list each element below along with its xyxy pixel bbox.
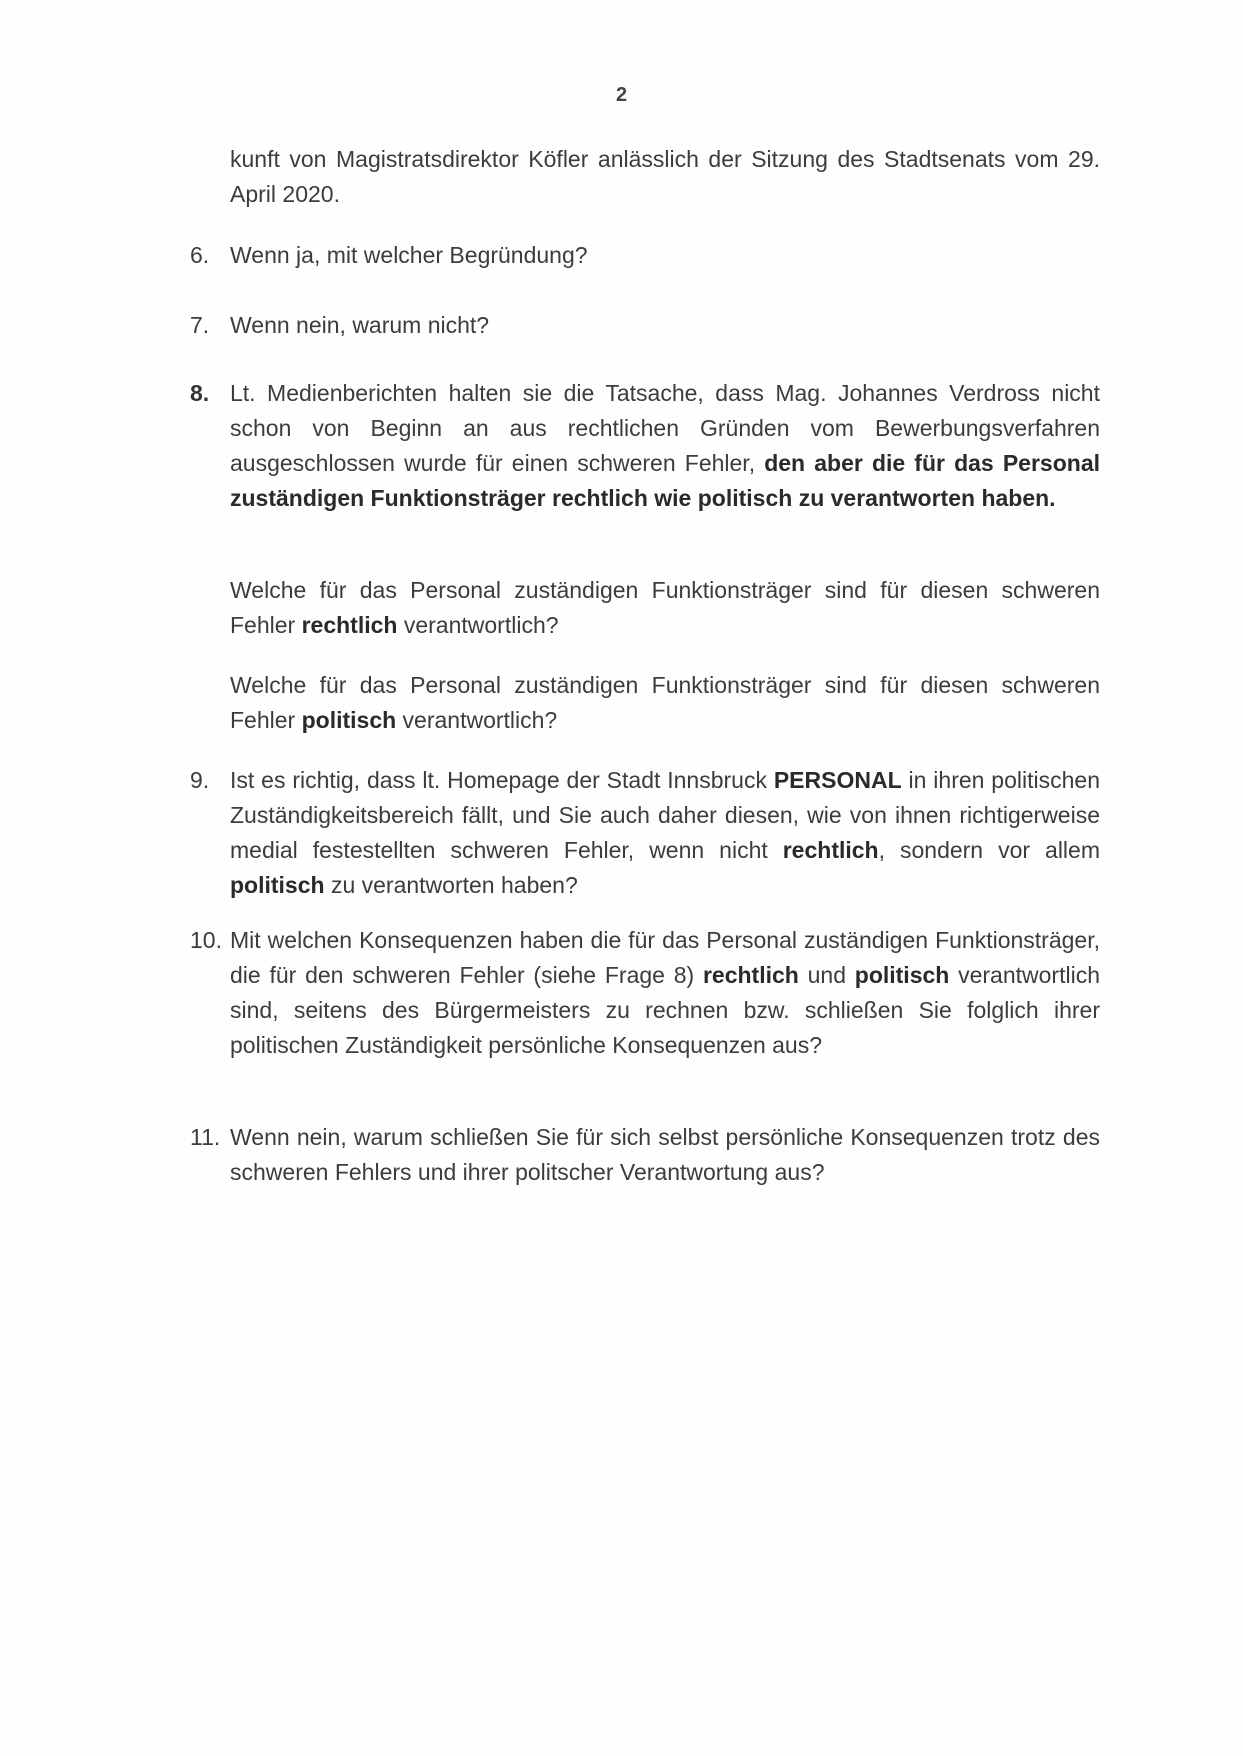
question-11 bbox=[190, 1120, 1100, 1190]
question-number: 7. bbox=[190, 312, 210, 338]
sub-text: verantwortlich? bbox=[397, 612, 559, 638]
question-text: Wenn ja, mit welcher Begründung? bbox=[230, 242, 588, 268]
question-number: 9. bbox=[190, 767, 210, 793]
sub-text-bold: rechtlich bbox=[301, 612, 398, 638]
sub-text: Welche für das Personal zuständigen Funktionsträger sind für diesen schweren Fehler bbox=[230, 672, 1100, 733]
question-8 bbox=[190, 376, 1100, 516]
question-text: Wenn nein, warum nicht? bbox=[230, 312, 490, 338]
sub-text-bold: politisch bbox=[301, 707, 397, 733]
question-text bbox=[230, 376, 1100, 516]
question-number: 11. bbox=[190, 1124, 221, 1150]
question-number: 8. bbox=[190, 380, 210, 406]
page-number: 2 bbox=[615, 84, 628, 106]
question-text-bold: den aber die für das Personal zuständigen Funktionsträger rechtlich wie politisch zu verantworten haben. bbox=[230, 450, 1100, 511]
question-text: Wenn nein, warum schließen Sie für sich selbst persönliche Konsequenzen trotz des schweren Fehlers und ihrer politscher Verantwortung aus? bbox=[230, 1124, 1100, 1185]
sub-text: verantwortlich? bbox=[396, 707, 558, 733]
question-8-sub-1 bbox=[230, 573, 1100, 643]
question-number: 10. bbox=[190, 927, 222, 953]
question-7 bbox=[190, 308, 1100, 343]
sub-text: Welche für das Personal zuständigen Funktionsträger sind für diesen schweren Fehler bbox=[230, 577, 1100, 638]
question-text-plain: Lt. Medienberichten halten sie die Tatsache, dass Mag. Johannes Verdross nicht schon von Beginn an aus rechtlichen Gründen vom Bewerbungsverfahren ausgeschlossen wurde für einen schweren Fehler, bbox=[230, 380, 1100, 476]
question-10 bbox=[190, 923, 1100, 1063]
question-9 bbox=[190, 763, 1100, 903]
question-6 bbox=[190, 238, 1100, 273]
question-8-sub-2 bbox=[230, 668, 1100, 738]
question-text: Ist es richtig, dass lt. Homepage der Stadt Innsbruck PERSONAL in ihren politischen Zuständigkeitsbereich fällt, und Sie auch daher diesen, wie von ihnen richtigerweise medial festestellten schweren Fehler, wenn nicht rechtlich, sondern vor allem politisch zu verantworten haben? bbox=[230, 767, 1100, 898]
question-number: 6. bbox=[190, 242, 210, 268]
continuation-paragraph bbox=[190, 142, 1100, 212]
question-text: Mit welchen Konsequenzen haben die für das Personal zuständigen Funktionsträger, die für den schweren Fehler (siehe Frage 8) rechtlich und politisch verantwortlich sind, seitens des Bürgermeisters zu rechnen bzw. schließen Sie folglich ihrer politischen Zuständigkeit persönliche Konsequenzen aus? bbox=[230, 927, 1100, 1058]
continuation-text: kunft von Magistratsdirektor Köfler anlässlich der Sitzung des Stadtsenats vom 29. April 2020. bbox=[230, 146, 1100, 207]
